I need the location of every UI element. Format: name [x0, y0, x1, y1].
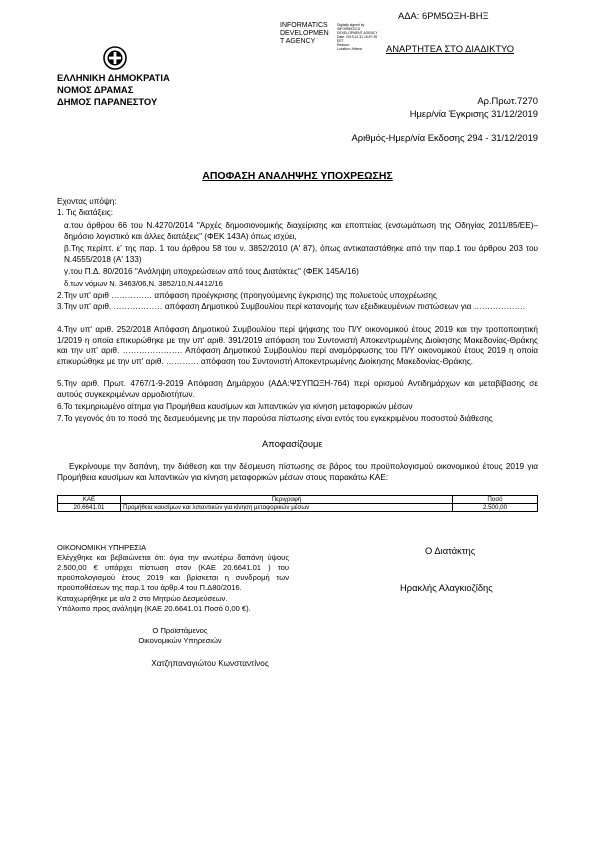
table-cell-kae: 20.6641.01: [58, 504, 121, 512]
signature-line: Reason:: [337, 43, 350, 47]
table-header-amount: Ποσό: [453, 496, 538, 504]
greek-coat-of-arms-icon: [103, 46, 127, 70]
table-header-kae: ΚΑΕ: [58, 496, 121, 504]
agency-line: DEVELOPMEN: [280, 30, 329, 37]
approval-text: Εγκρίνουμε την δαπάνη, την διάθεση και την δέσμευση πίστωσης σε βάρος του προϋπολογισμού οικονομικού έτους 2019 για Προμήθεια καυσίμων και λιπαντικών για κίνηση μεταφορικών μέσων στους παρακάτω ΚΑΕ:: [57, 462, 538, 482]
ada-code: ΑΔΑ: 6ΡΜ5ΩΞΗ-ΒΗΞ: [398, 10, 489, 21]
signature-line: Date: 2019.12.31 15:57:35: [337, 35, 378, 39]
finance-head-title: Ο Προϊστάμενος: [152, 626, 208, 635]
table-cell-amount: 2.500,00: [453, 504, 538, 512]
signature-line: Location: Athens: [337, 47, 363, 51]
finance-registered: Καταχωρήθηκε με α/α 2 στο Μητρώο Δεσμεύσεων.: [57, 594, 228, 603]
agency-line: T AGENCY: [280, 38, 316, 45]
signatory-title: Ο Διατάκτης: [425, 545, 476, 556]
signatory-name: Ηρακλής Αλαγκιοζίδης: [400, 582, 493, 593]
item-2: 2.Την υπ' αριθ …………… απόφαση προέγκρισης (προηγούμενης έγκρισης) της πολυετούς υποχρέωσης: [57, 291, 437, 300]
digital-signature-stamp: [337, 23, 378, 51]
issuer-line: ΝΟΜΟΣ ΔΡΑΜΑΣ: [57, 84, 134, 95]
signature-line: DEVELOPMENT AGENCY: [337, 31, 378, 35]
issuer-block: [57, 72, 170, 108]
kae-table: [57, 495, 538, 512]
item-1a: α.του άρθρου 66 του Ν.4270/2014 "Αρχές δημοσιονομικής διαχείρισης και εποπτείας (ενσωμάτωση της Οδηγίας 2011/85/ΕΕ)–δημόσιο λογιστικό και άλλες διατάξεις" (ΦΕΚ 143Α) όπως ισχύει,: [64, 221, 538, 241]
approval-date: Ημερ/νία Έγκρισης 31/12/2019: [409, 108, 538, 119]
considering-label: Εχοντας υπόψη:: [57, 197, 117, 206]
item-1: 1. Τις διατάξεις:: [57, 208, 114, 217]
posted-online-notice: ΑΝΑΡΤΗΤΕΑ ΣΤΟ ΔΙΑΔΙΚΤΥΟ: [386, 43, 515, 54]
item-1b: β.Της περίπτ. ε' της παρ. 1 του άρθρου 58 του ν. 3852/2010 (Α' 87), όπως αντικαταστάθηκε από την παρ.1 του άρθρου 203 του Ν.4555/2018 (Α' 133): [64, 244, 538, 264]
table-row: [58, 504, 538, 512]
item-6: 6.Το τεκμηριωμένο αίτημα για Προμήθεια καυσίμων και λιπαντικών για κίνηση μεταφορικών μέσων: [57, 402, 413, 411]
finance-heading: ΟΙΚΟΝΟΜΙΚΗ ΥΠΗΡΕΣΙΑ: [57, 543, 147, 552]
finance-balance: Υπόλοιπο προς ανάληψη (ΚΑΕ 20.6641.01 Ποσό 0,00 €).: [57, 604, 251, 613]
issuer-line: ΔΗΜΟΣ ΠΑΡΑΝΕΣΤΟΥ: [57, 96, 158, 107]
agency-block: [280, 22, 329, 46]
signature-line: EET: [337, 39, 344, 43]
item-3: 3.Την υπ' αριθ. ……………… απόφαση Δημοτικού Συμβουλίου περί κατανομής των εξειδικευμένων πιστώσεων για ……………….: [57, 302, 526, 311]
finance-head-name: Χατζηπαναγιώτου Κωνσταντίνος: [151, 659, 269, 668]
signature-line: INFORMATICS: [337, 27, 361, 31]
table-header-description: Περιγραφή: [121, 496, 453, 504]
item-7: 7.Το γεγονός ότι το ποσό της δεσμευόμενης με την παρούσα πίστωσης είναι εντός του εγκεκριμένου ποσοστού διάθεσης: [57, 414, 493, 423]
issue-number-date: Αριθμός-Ημερ/νία Εκδοσης 294 - 31/12/2019: [351, 132, 538, 143]
finance-verification: Ελέγχθηκε και βεβαιώνεται ότι: όγια την ανωτέρω δαπάνη ύψους 2.500,00 € υπάρχει πίστωση στον (ΚΑΕ 20.6641.01 ) του προϋπολογισμού έτους 2019 και βρίσκεται η συνδρομή των προϋποθέσεων της παρ.1 του άρθρ.4 του Π.Δ80/2016.: [57, 553, 289, 592]
issuer-line: ΕΛΛΗΝΙΚΗ ΔΗΜΟΚΡΑΤΙΑ: [57, 72, 170, 83]
signature-line: Digitally signed by: [337, 23, 365, 27]
table-cell-description: Προμήθεια καυσίμων και λιπαντικών για κίνηση μεταφορικών μέσων: [121, 504, 453, 512]
agency-line: INFORMATICS: [280, 22, 328, 29]
item-4: 4.Την υπ' αριθ. 252/2018 Απόφαση Δημοτικού Συμβουλίου περί ψήφισης του Π/Υ οικονομικού έτους 2019 και την τροποποιητική 1/2019 η οποία επικυρώθηκε με την υπ' αριθ. 391/2019 απόφαση του Συντονιστή Αποκεντρωμένης Διοίκησης Μακεδονίας-Θράκης και την υπ' αριθ. …………………. Απόφαση Δημοτικού Συμβουλίου περί αναμόρφωσης του Π/Υ οικονομικού έτους 2019 η οποία επικυρώθηκε με την υπ' αριθ. ………… απόφαση του Συντονιστή Αποκεντρωμένης Διοίκησης Μακεδονίας-Θράκης.: [57, 325, 538, 366]
item-1c: γ.του Π.Δ. 80/2016 "Ανάληψη υποχρεώσεων από τους Διατάκτες" (ΦΕΚ 145Α/16): [64, 267, 359, 276]
decision-heading: Αποφασίζουμε: [262, 438, 323, 449]
table-header-row: [58, 496, 538, 504]
finance-head-service: Οικονομικών Υπηρεσιών: [138, 636, 222, 645]
item-5: 5.Την αριθ. Πρωτ. 4767/1-9-2019 Απόφαση Δημάρχου (ΑΔΑ:ΨΣΥΠΩΞΗ-764) περί ορισμού Αντιδημάρχων και μεταβίβασης σε αυτούς συγκεκριμένων αρμοδιοτήτων.: [57, 379, 538, 399]
protocol-number: Αρ.Πρωτ.7270: [477, 95, 538, 106]
item-1d: δ.των νόμων Ν. 3463/06,Ν. 3852/10,Ν.4412/16: [64, 279, 223, 288]
page-title: ΑΠΟΦΑΣΗ ΑΝΑΛΗΨΗΣ ΥΠΟΧΡΕΩΣΗΣ: [202, 170, 393, 182]
